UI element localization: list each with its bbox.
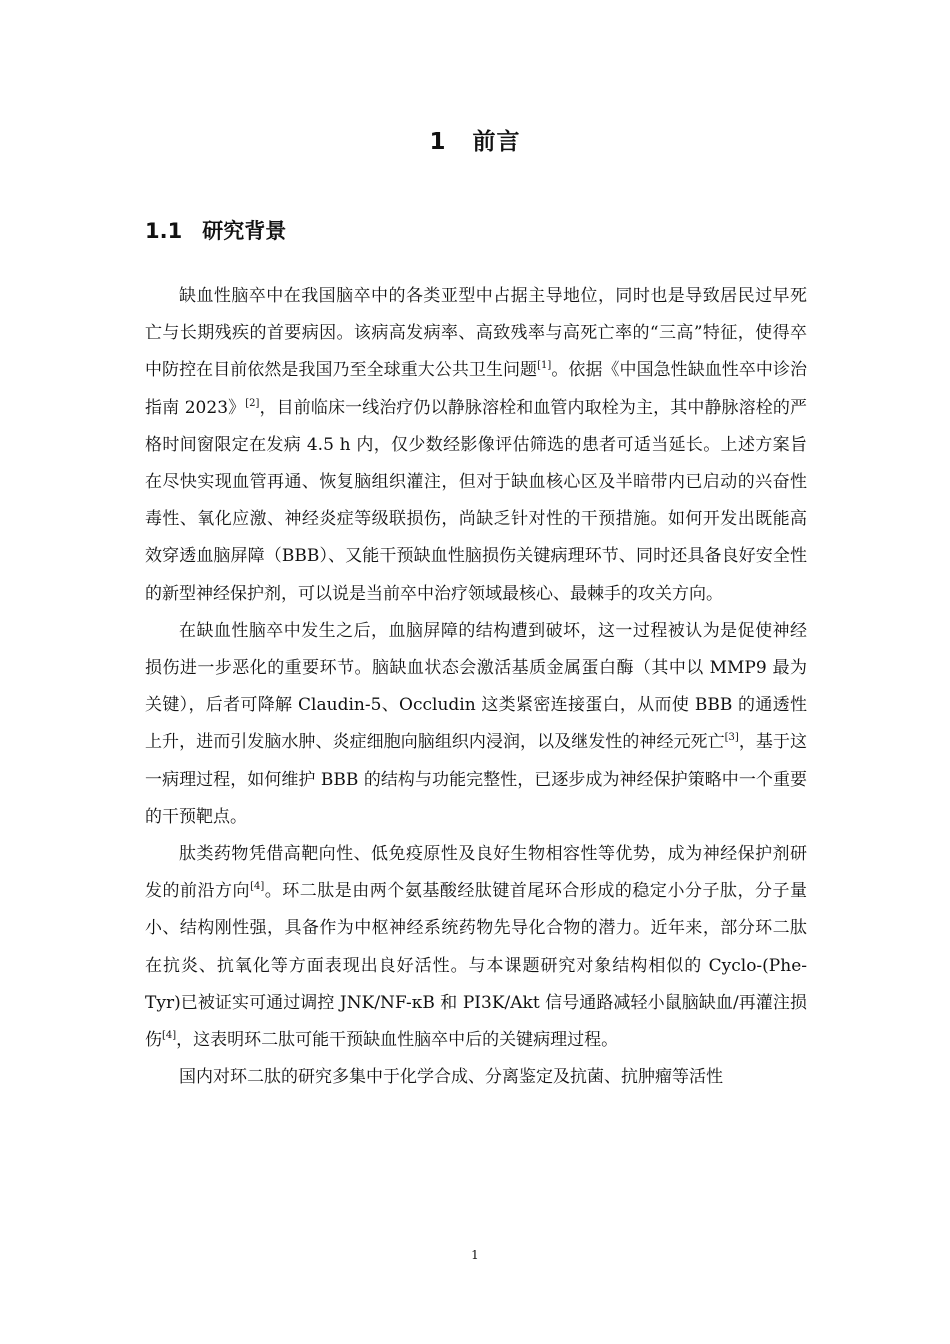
- body-text: [145, 278, 807, 1096]
- paragraph-text: 国内对环二肽的研究多集中于化学合成、分离鉴定及抗菌、抗肿瘤等活性: [179, 1067, 723, 1088]
- paragraph-text: ，这表明环二肽可能干预缺血性脑卒中后的关键病理过程。: [176, 1030, 619, 1051]
- paragraph-text: 。依据《中国急性缺血性卒中诊治指南 2023》: [145, 360, 808, 418]
- paragraph: [145, 613, 807, 836]
- section-heading: [145, 214, 286, 248]
- citation-marker: [4]: [162, 1030, 177, 1042]
- paragraph: [145, 278, 807, 613]
- paragraph-text: ，基于这一病理过程，如何维护 BBB 的结构与功能完整性，已逐步成为神经保护策略中一个重要的干预靶点。: [145, 732, 808, 827]
- paragraph-text: 缺血性脑卒中在我国脑卒中的各类亚型中占据主导地位，同时也是导致居民过早死亡与长期残疾的首要病因。该病高发病率、高致残率与高死亡率的“三高”特征，使得卒中防控在目前依然是我国乃至全球重大公共卫生问题: [145, 286, 807, 381]
- paragraph-text: ，目前临床一线治疗仍以静脉溶栓和血管内取栓为主，其中静脉溶栓的严格时间窗限定在发病 4.5 h 内，仅少数经影像评估筛选的患者可适当延长。上述方案旨在尽快实现血管再通、恢复脑组织灌注，但对于缺血核心区及半暗带内已启动的兴奋性毒性、氧化应激、神经炎症等级联损伤，尚缺乏针对性的干预措施。如何开发出既能高效穿透血脑屏障（BBB）、又能干预缺血性脑损伤关键病理环节、同时还具备良好安全性的新型神经保护剂，可以说是当前卒中治疗领域最核心、最棘手的攻关方向。: [145, 397, 807, 604]
- section-title-text: 研究背景: [202, 219, 287, 243]
- chapter-title: [0, 124, 950, 160]
- citation-marker: [3]: [724, 732, 739, 744]
- citation-marker: [4]: [250, 881, 265, 893]
- paragraph: [145, 836, 807, 1059]
- citation-marker: [1]: [537, 360, 552, 372]
- paragraph-text: 在缺血性脑卒中发生之后，血脑屏障的结构遭到破坏，这一过程被认为是促使神经损伤进一步恶化的重要环节。脑缺血状态会激活基质金属蛋白酶（其中以 MMP9 最为关键），后者可降解 Claudin-5、Occludin 这类紧密连接蛋白，从而使 BBB 的通透性上升，进而引发脑水肿、炎症细胞向脑组织内浸润，以及继发性的神经元死亡: [145, 620, 807, 753]
- paragraph-text: 。环二肽是由两个氨基酸经肽键首尾环合形成的稳定小分子肽，分子量小、结构刚性强，具备作为中枢神经系统药物先导化合物的潜力。近年来，部分环二肽在抗炎、抗氧化等方面表现出良好活性。与本课题研究对象结构相似的 Cyclo-(Phe-Tyr)已被证实可通过调控 JNK/NF-κB 和 PI3K/Akt 信号通路减轻小鼠脑缺血/再灌注损伤: [145, 881, 808, 1051]
- section-number: 1.1: [145, 219, 183, 243]
- paragraph: [145, 1059, 807, 1096]
- page-number: 1: [471, 1248, 479, 1262]
- chapter-title-text: 前言: [472, 129, 521, 155]
- paragraph-text: 肽类药物凭借高靶向性、低免疫原性及良好生物相容性等优势，成为神经保护剂研发的前沿方向: [145, 844, 807, 902]
- chapter-number: 1: [429, 129, 447, 155]
- citation-marker: [2]: [245, 397, 260, 409]
